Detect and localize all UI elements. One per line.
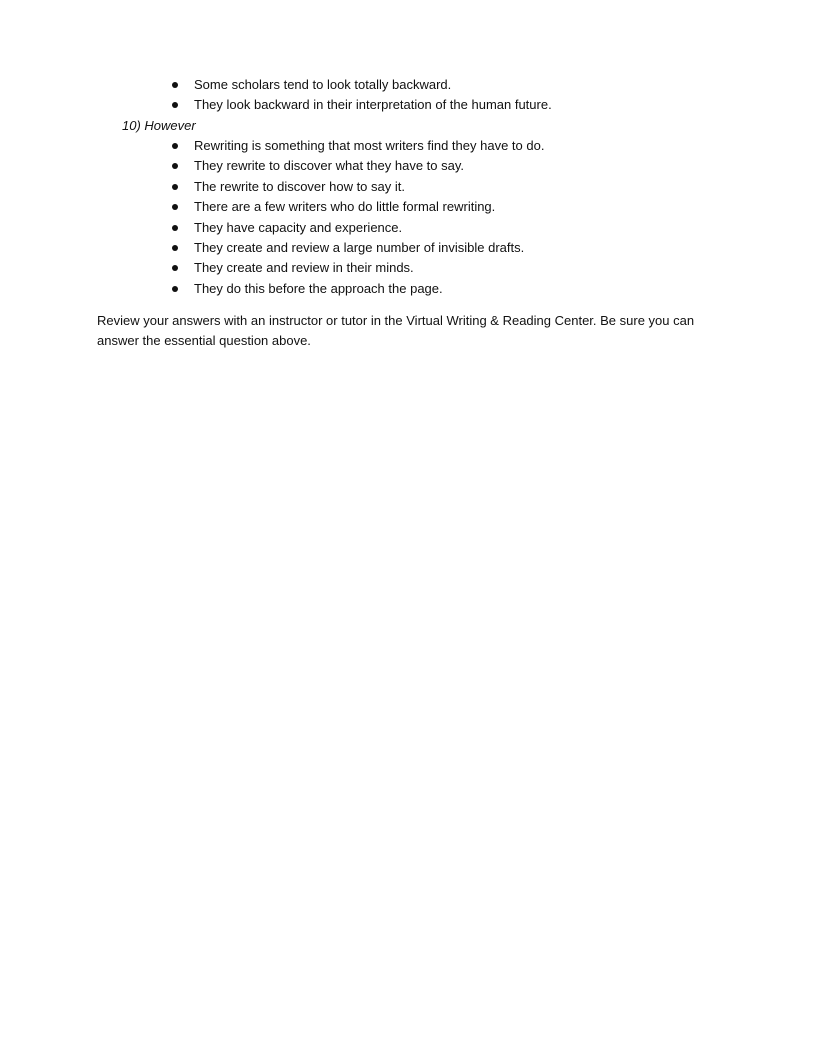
list-item-text: Rewriting is something that most writers find they have to do. xyxy=(194,138,545,153)
list-item xyxy=(170,156,544,176)
list-item xyxy=(170,238,544,258)
list-item-text: They do this before the approach the page. xyxy=(194,280,443,296)
section-heading: 10) However xyxy=(122,118,196,133)
bullet-icon xyxy=(172,143,178,149)
bullet-icon xyxy=(172,204,178,210)
bullet-icon xyxy=(172,225,178,231)
list-item-text: They have capacity and experience. xyxy=(194,219,403,235)
bullet-icon xyxy=(172,82,178,88)
list-item-text: The rewrite to discover how to say it. xyxy=(194,178,405,194)
list-item-text: They create and review a large number of invisible drafts. xyxy=(194,239,525,255)
list-item xyxy=(170,218,544,238)
list-item-text: There are a few writers who do little formal rewriting. xyxy=(194,199,496,215)
closing-paragraph: Review your answers with an instructor or tutor in the Virtual Writing & Reading Center. Be sure you can answer the essential question above. xyxy=(97,313,695,348)
bullet-icon xyxy=(172,265,178,271)
bullet-list-continued xyxy=(170,75,552,116)
list-item xyxy=(170,258,544,278)
bullet-icon xyxy=(172,286,178,292)
bullet-icon xyxy=(172,184,178,190)
bullet-icon xyxy=(172,245,178,251)
list-item-text: Some scholars tend to look totally backward. xyxy=(194,77,452,92)
bullet-icon xyxy=(172,163,178,169)
list-item xyxy=(170,279,544,299)
list-item xyxy=(170,177,544,197)
list-item xyxy=(170,136,544,156)
bullet-list-however xyxy=(170,136,544,299)
bullet-icon xyxy=(172,102,178,108)
list-item-text: They look backward in their interpretation of the human future. xyxy=(194,97,552,113)
list-item-text: They create and review in their minds. xyxy=(194,260,414,276)
list-item xyxy=(170,197,544,217)
list-item xyxy=(170,75,552,95)
list-item-text: They rewrite to discover what they have to say. xyxy=(194,158,464,174)
list-item xyxy=(170,95,552,115)
